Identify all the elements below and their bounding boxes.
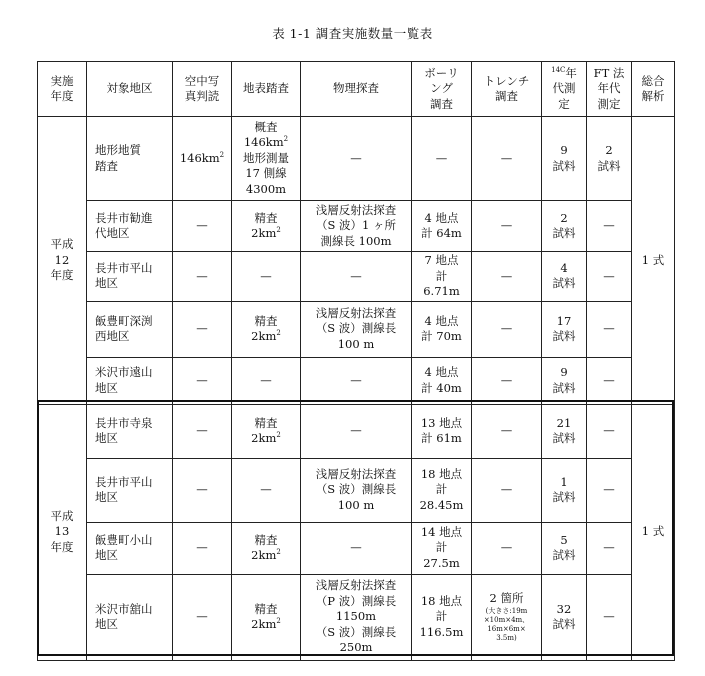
- field-survey-cell: —: [232, 458, 301, 522]
- header-boring: ボーリ ング 調査: [412, 62, 472, 117]
- geophysics-cell: —: [301, 357, 412, 404]
- boring-cell: 4 地点 計 40m: [412, 357, 472, 404]
- trench-cell: [472, 574, 542, 660]
- header-row: [38, 62, 675, 117]
- aerial-photo-cell: —: [173, 404, 232, 458]
- trench-cell: —: [472, 301, 542, 357]
- boring-cell: 4 地点 計 70m: [412, 301, 472, 357]
- year-cell: 平成 12 年度: [38, 117, 87, 405]
- ft-cell: —: [587, 201, 632, 252]
- header-aerial-photo: 空中写 真判読: [173, 62, 232, 117]
- trench-cell: —: [472, 458, 542, 522]
- geophysics-cell: 浅層反射法探査 （P 波）測線長 1150m （S 波）測線長 250m: [301, 574, 412, 660]
- boring-cell: 4 地点 計 64m: [412, 201, 472, 252]
- table-title: 表 1-1 調査実施数量一覧表: [272, 26, 433, 41]
- field-survey-cell: 精査 $2km^2$: [232, 574, 301, 660]
- table-row: [38, 404, 675, 458]
- table-body: [38, 117, 675, 661]
- aerial-photo-cell: —: [173, 458, 232, 522]
- boring-cell: 13 地点 計 61m: [412, 404, 472, 458]
- table-row: [38, 357, 675, 404]
- c14-cell: 21 試料: [542, 404, 587, 458]
- aerial-photo-cell: —: [173, 201, 232, 252]
- field-survey-cell: —: [232, 357, 301, 404]
- boring-cell: 18 地点 計 116.5m: [412, 574, 472, 660]
- year-cell: 平成 13 年度: [38, 404, 87, 660]
- c14-cell: 4 試料: [542, 252, 587, 302]
- geophysics-cell: 浅層反射法探査 （S 波）1 ヶ所 測線長 100m: [301, 201, 412, 252]
- area-cell: 地形地質 踏査: [87, 117, 173, 201]
- ft-cell: —: [587, 404, 632, 458]
- trench-cell: —: [472, 404, 542, 458]
- geophysics-cell: —: [301, 404, 412, 458]
- c14-prefix: 14C: [551, 65, 566, 74]
- area-cell: 飯豊町小山 地区: [87, 522, 173, 574]
- field-survey-cell: 精査 $2km^2$: [232, 522, 301, 574]
- aerial-photo-cell: —: [173, 357, 232, 404]
- field-survey-cell: 概査 $146km^2$ 地形測量 17 側線 4300m: [232, 117, 301, 201]
- ft-cell: —: [587, 574, 632, 660]
- geophysics-cell: 浅層反射法探査 （S 波）測線長 100 m: [301, 458, 412, 522]
- table-row: [38, 458, 675, 522]
- c14-cell: 1 試料: [542, 458, 587, 522]
- area-cell: 長井市寺泉 地区: [87, 404, 173, 458]
- trench-cell: —: [472, 522, 542, 574]
- ft-cell: —: [587, 357, 632, 404]
- trench-cell: —: [472, 201, 542, 252]
- aerial-photo-cell: $146km^2$: [173, 117, 232, 201]
- analysis-cell: 1 式: [632, 404, 675, 660]
- aerial-photo-cell: —: [173, 301, 232, 357]
- aerial-photo-cell: —: [173, 574, 232, 660]
- survey-quantity-table: [37, 61, 675, 661]
- ft-cell: —: [587, 252, 632, 302]
- header-ft-dating: FT 法 年代 測定: [587, 62, 632, 117]
- table-row: [38, 522, 675, 574]
- ft-cell: 2 試料: [587, 117, 632, 201]
- table-row: [38, 201, 675, 252]
- c14-cell: 32 試料: [542, 574, 587, 660]
- aerial-photo-cell: —: [173, 252, 232, 302]
- trench-count: 2 箇所: [489, 591, 524, 606]
- table-row: [38, 252, 675, 302]
- area-cell: 米沢市舘山 地区: [87, 574, 173, 660]
- aerial-photo-cell: —: [173, 522, 232, 574]
- c14-cell: 5 試料: [542, 522, 587, 574]
- trench-cell: —: [472, 117, 542, 201]
- header-field-survey: 地表踏査: [232, 62, 301, 117]
- header-analysis: 総合 解析: [632, 62, 675, 117]
- area-cell: 米沢市遠山 地区: [87, 357, 173, 404]
- ft-cell: —: [587, 301, 632, 357]
- header-area: 対象地区: [87, 62, 173, 117]
- header-c14-label: 年 代測 定: [552, 65, 577, 111]
- field-survey-cell: 精査 $2km^2$: [232, 404, 301, 458]
- geophysics-cell: —: [301, 522, 412, 574]
- field-survey-cell: 精査 $2km^2$: [232, 301, 301, 357]
- header-geophysics: 物理探査: [301, 62, 412, 117]
- c14-cell: 9 試料: [542, 117, 587, 201]
- trench-cell: —: [472, 357, 542, 404]
- header-c14-dating: [542, 62, 587, 117]
- area-cell: 飯豊町深渕 西地区: [87, 301, 173, 357]
- table-row: [38, 574, 675, 660]
- field-survey-cell: —: [232, 252, 301, 302]
- header-year: 実施 年度: [38, 62, 87, 117]
- header-trench: トレンチ 調査: [472, 62, 542, 117]
- area-cell: 長井市勧進 代地区: [87, 201, 173, 252]
- geophysics-cell: 浅層反射法探査 （S 波）測線長 100 m: [301, 301, 412, 357]
- geophysics-cell: —: [301, 117, 412, 201]
- table-row: [38, 117, 675, 201]
- boring-cell: 7 地点 計 6.71m: [412, 252, 472, 302]
- field-survey-cell: 精査 $2km^2$: [232, 201, 301, 252]
- area-cell: 長井市平山 地区: [87, 252, 173, 302]
- boring-cell: —: [412, 117, 472, 201]
- trench-size-note: (大きさ:19m ×10m×4m、 16m×6m× 3.5m): [483, 606, 530, 642]
- ft-cell: —: [587, 458, 632, 522]
- trench-cell: —: [472, 252, 542, 302]
- analysis-cell: 1 式: [632, 117, 675, 405]
- geophysics-cell: —: [301, 252, 412, 302]
- c14-cell: 2 試料: [542, 201, 587, 252]
- table-row: [38, 301, 675, 357]
- boring-cell: 18 地点 計 28.45m: [412, 458, 472, 522]
- area-cell: 長井市平山 地区: [87, 458, 173, 522]
- boring-cell: 14 地点 計 27.5m: [412, 522, 472, 574]
- c14-cell: 17 試料: [542, 301, 587, 357]
- c14-cell: 9 試料: [542, 357, 587, 404]
- ft-cell: —: [587, 522, 632, 574]
